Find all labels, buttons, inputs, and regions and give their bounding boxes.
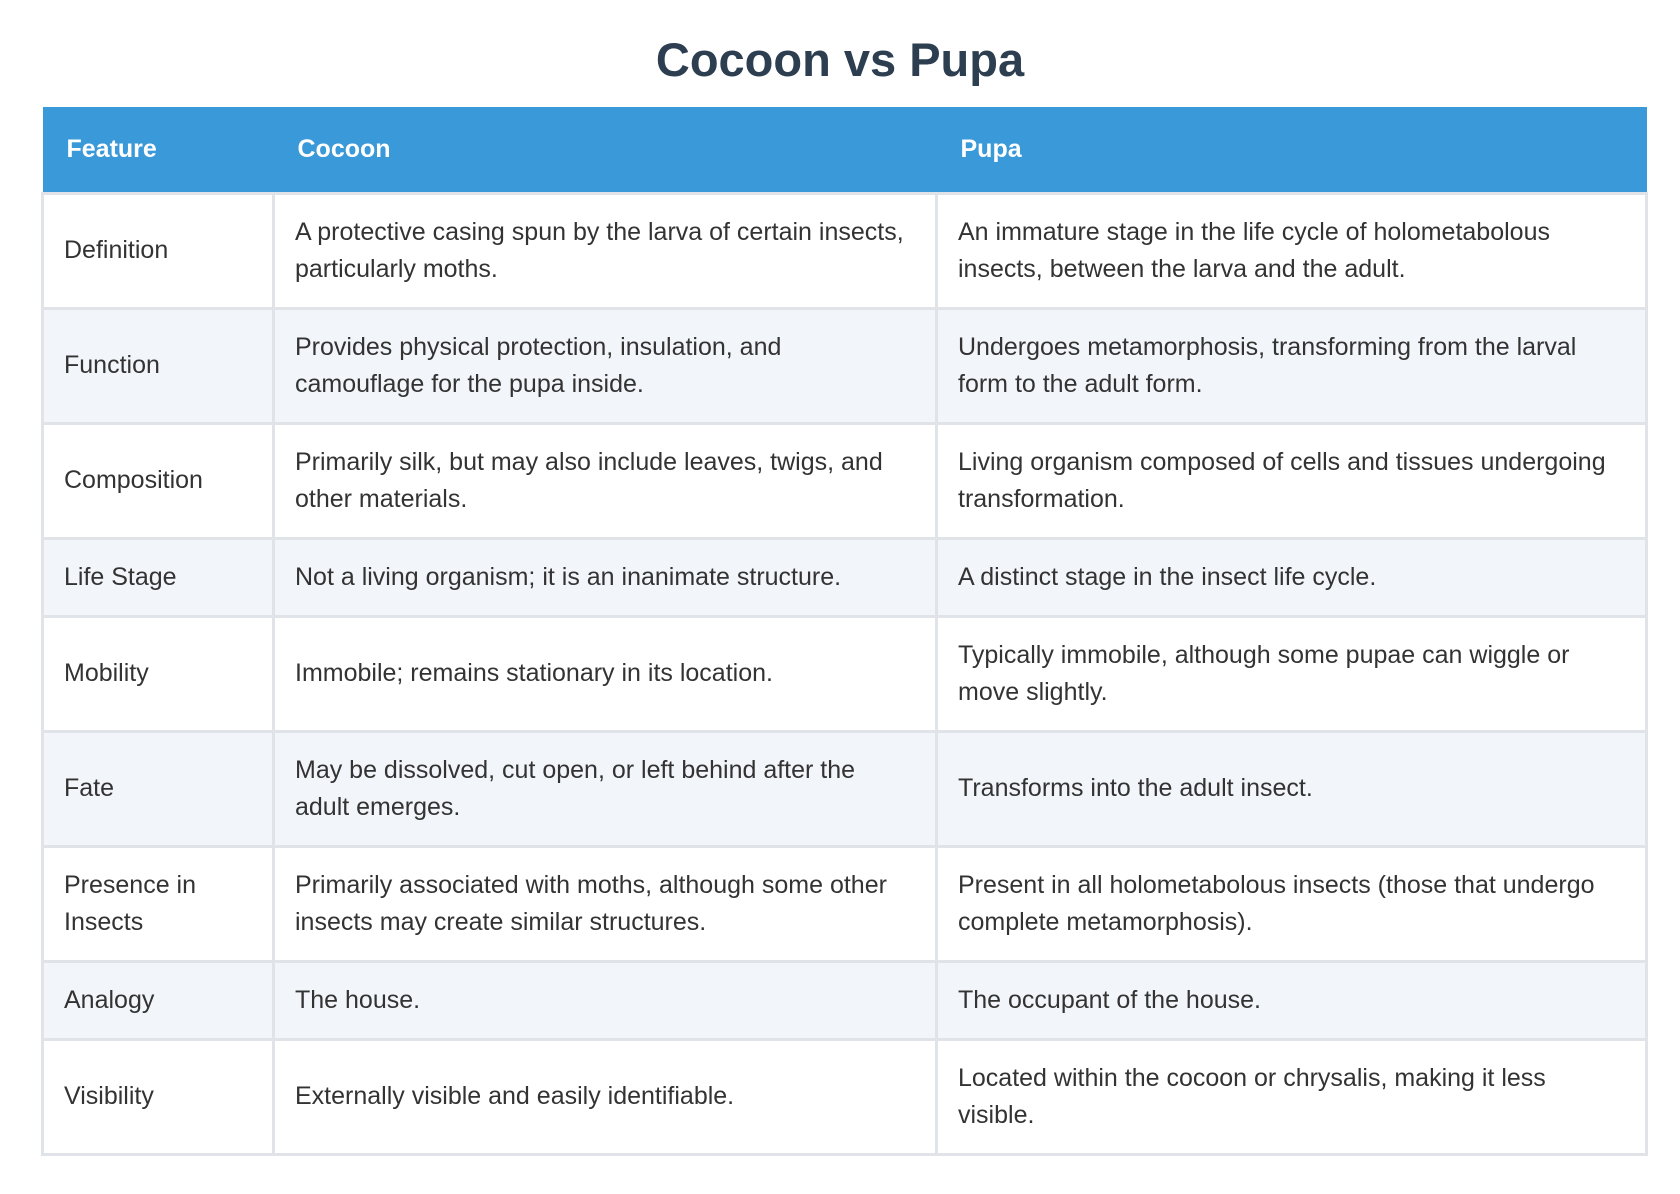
table-row [43, 538, 1647, 616]
table-header [43, 107, 1647, 193]
table-row [43, 616, 1647, 731]
feature-cell: Visibility [43, 1039, 274, 1154]
feature-cell: Presence in Insects [43, 846, 274, 961]
page-title: Cocoon vs Pupa [655, 33, 1025, 86]
pupa-cell: An immature stage in the life cycle of holometabolous insects, between the larva and the adult. [937, 193, 1647, 308]
feature-cell: Definition [43, 193, 274, 308]
table-row [43, 193, 1647, 308]
table-row [43, 1039, 1647, 1154]
pupa-cell: Undergoes metamorphosis, transforming from the larval form to the adult form. [937, 308, 1647, 423]
pupa-cell: Living organism composed of cells and tissues undergoing transformation. [937, 423, 1647, 538]
feature-cell: Fate [43, 731, 274, 846]
table-row [43, 961, 1647, 1039]
table-row [43, 846, 1647, 961]
feature-cell: Life Stage [43, 538, 274, 616]
cocoon-cell: May be dissolved, cut open, or left behind after the adult emerges. [274, 731, 937, 846]
cocoon-cell: Not a living organism; it is an inanimate structure. [274, 538, 937, 616]
cocoon-cell: Externally visible and easily identifiable. [274, 1039, 937, 1154]
header-pupa: Pupa [937, 107, 1647, 193]
feature-cell: Composition [43, 423, 274, 538]
header-feature: Feature [43, 107, 274, 193]
feature-cell: Mobility [43, 616, 274, 731]
pupa-cell: Typically immobile, although some pupae can wiggle or move slightly. [937, 616, 1647, 731]
pupa-cell: A distinct stage in the insect life cycle. [937, 538, 1647, 616]
feature-cell: Function [43, 308, 274, 423]
cocoon-cell: The house. [274, 961, 937, 1039]
cocoon-cell: Primarily silk, but may also include leaves, twigs, and other materials. [274, 423, 937, 538]
feature-cell: Analogy [43, 961, 274, 1039]
table-row [43, 308, 1647, 423]
table-row [43, 423, 1647, 538]
cocoon-cell: A protective casing spun by the larva of certain insects, particularly moths. [274, 193, 937, 308]
pupa-cell: Transforms into the adult insect. [937, 731, 1647, 846]
cocoon-cell: Provides physical protection, insulation, and camouflage for the pupa inside. [274, 308, 937, 423]
comparison-table [41, 107, 1648, 1156]
pupa-cell: Located within the cocoon or chrysalis, making it less visible. [937, 1039, 1647, 1154]
cocoon-cell: Immobile; remains stationary in its location. [274, 616, 937, 731]
table-body [43, 193, 1647, 1154]
pupa-cell: Present in all holometabolous insects (those that undergo complete metamorphosis). [937, 846, 1647, 961]
header-row [43, 107, 1647, 193]
cocoon-cell: Primarily associated with moths, although some other insects may create similar structures. [274, 846, 937, 961]
table-row [43, 731, 1647, 846]
header-cocoon: Cocoon [274, 107, 937, 193]
pupa-cell: The occupant of the house. [937, 961, 1647, 1039]
